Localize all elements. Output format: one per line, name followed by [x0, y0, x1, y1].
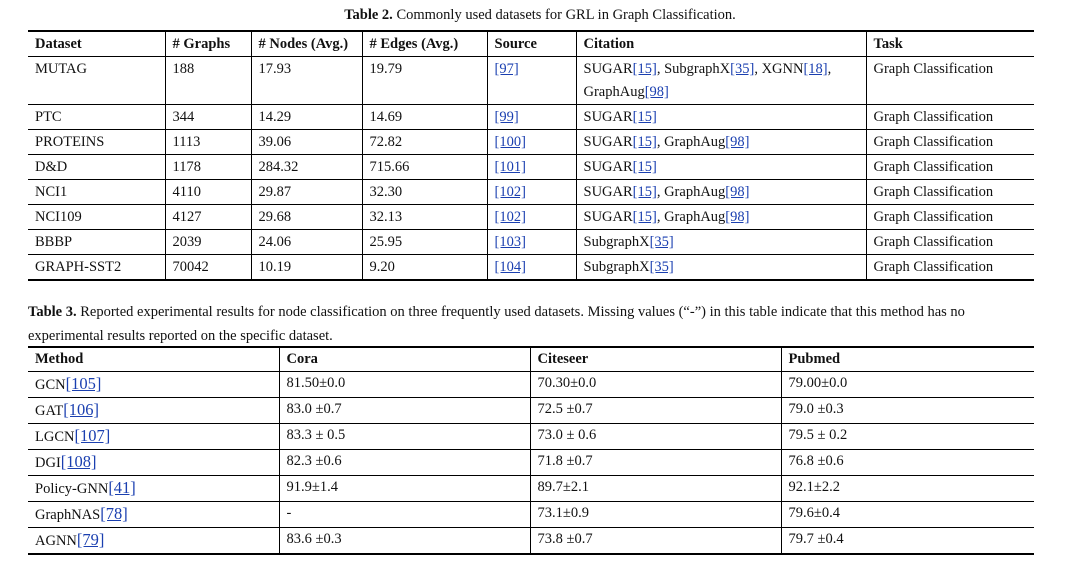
- citation-cell: [576, 155, 866, 180]
- source-ref-link[interactable]: [97]: [494, 61, 519, 77]
- citeseer-cell: 70.30±0.0: [530, 372, 781, 398]
- task-cell: Graph Classification: [866, 230, 1034, 255]
- citation-method: SUGAR: [583, 134, 633, 150]
- table2-header-dataset: Dataset: [28, 31, 165, 57]
- dataset-cell: NCI109: [28, 205, 165, 230]
- citation-method: SubgraphX: [664, 61, 731, 77]
- citation-method: SUGAR: [583, 184, 633, 200]
- source-ref-link[interactable]: [103]: [494, 234, 526, 250]
- dataset-cell: NCI1: [28, 180, 165, 205]
- source-cell: [487, 180, 576, 205]
- citeseer-cell: 71.8 ±0.7: [530, 450, 781, 476]
- task-cell: Graph Classification: [866, 205, 1034, 230]
- citation-ref-link[interactable]: [15]: [632, 209, 657, 225]
- edges-cell: 32.30: [362, 180, 487, 205]
- edges-cell: 715.66: [362, 155, 487, 180]
- table-row: [28, 155, 1034, 180]
- table-row: [28, 424, 1034, 450]
- citeseer-cell: 73.0 ± 0.6: [530, 424, 781, 450]
- source-cell: [487, 230, 576, 255]
- table-row: [28, 476, 1034, 502]
- table3-caption-label: Table 3.: [28, 304, 77, 320]
- citation-ref-link[interactable]: [35]: [649, 259, 674, 275]
- method-name: LGCN: [35, 429, 75, 445]
- citeseer-cell: 89.7±2.1: [530, 476, 781, 502]
- citation-ref-link[interactable]: [15]: [632, 159, 657, 175]
- dataset-cell: MUTAG: [35, 61, 88, 77]
- dataset-cell: PTC: [28, 105, 165, 130]
- source-cell: [487, 155, 576, 180]
- table2-caption-text: Commonly used datasets for GRL in Graph Classification.: [392, 7, 736, 23]
- method-ref-link[interactable]: [108]: [60, 452, 97, 471]
- citation-cell: SUGAR[15], GraphAug[98]: [576, 205, 866, 230]
- citation-ref-link[interactable]: [98]: [725, 209, 750, 225]
- method-cell: [28, 424, 279, 450]
- graphs-cell: 344: [165, 105, 251, 130]
- citation-ref-link[interactable]: [98]: [644, 84, 669, 100]
- source-ref-link[interactable]: [99]: [494, 109, 519, 125]
- source-ref-link[interactable]: [104]: [494, 259, 526, 275]
- citation-method: SUGAR: [583, 209, 633, 225]
- table3-header-method: Method: [28, 347, 279, 372]
- citation-cell: [576, 105, 866, 130]
- citation-ref-link[interactable]: [15]: [632, 134, 657, 150]
- method-cell: [28, 398, 279, 424]
- method-name: GCN: [35, 377, 66, 393]
- citation-method: XGNN: [761, 61, 804, 77]
- table-row: [28, 180, 1034, 205]
- table-row: [28, 502, 1034, 528]
- nodes-cell: 39.06: [251, 130, 362, 155]
- table-row: [28, 450, 1034, 476]
- graphs-cell: 2039: [165, 230, 251, 255]
- edges-cell: 32.13: [362, 205, 487, 230]
- table3-header-row: [28, 347, 1034, 372]
- table2-caption-label: Table 2.: [344, 7, 393, 23]
- citeseer-cell: 73.8 ±0.7: [530, 528, 781, 555]
- source-ref-link[interactable]: [102]: [494, 184, 526, 200]
- citation-method: GraphAug: [664, 209, 726, 225]
- table2-header-task: Task: [866, 31, 1034, 57]
- nodes-cell: 284.32: [251, 155, 362, 180]
- edges-cell: 14.69: [362, 105, 487, 130]
- table3-header-citeseer: Citeseer: [530, 347, 781, 372]
- task-cell: Graph Classification: [866, 57, 1034, 105]
- table-row: [28, 528, 1034, 555]
- citation-cell: SUGAR[15], GraphAug[98]: [576, 180, 866, 205]
- task-cell: Graph Classification: [866, 255, 1034, 281]
- task-cell: Graph Classification: [866, 130, 1034, 155]
- table-row: [28, 57, 1034, 105]
- citation-method: GraphAug: [664, 184, 726, 200]
- citation-method: GraphAug: [664, 134, 726, 150]
- citation-ref-link[interactable]: [98]: [725, 134, 750, 150]
- citation-method: GraphAug: [583, 84, 645, 100]
- cora-cell: 83.0 ±0.7: [279, 398, 530, 424]
- pubmed-cell: 79.0 ±0.3: [781, 398, 1034, 424]
- citeseer-cell: 73.1±0.9: [530, 502, 781, 528]
- method-cell: [28, 372, 279, 398]
- table-row: [28, 230, 1034, 255]
- citation-ref-link[interactable]: [15]: [632, 61, 657, 77]
- pubmed-cell: 76.8 ±0.6: [781, 450, 1034, 476]
- source-ref-link[interactable]: [102]: [494, 209, 526, 225]
- pubmed-cell: 79.00±0.0: [781, 372, 1034, 398]
- citation-cell: SUGAR[15], GraphAug[98]: [576, 130, 866, 155]
- method-cell: [28, 502, 279, 528]
- table2-header-nodes: # Nodes (Avg.): [251, 31, 362, 57]
- method-cell: [28, 476, 279, 502]
- cora-cell: -: [279, 502, 530, 528]
- pubmed-cell: 79.7 ±0.4: [781, 528, 1034, 555]
- method-ref-link[interactable]: [105]: [65, 374, 102, 393]
- cora-cell: 82.3 ±0.6: [279, 450, 530, 476]
- citation-ref-link[interactable]: [35]: [730, 61, 755, 77]
- nodes-cell: 10.19: [251, 255, 362, 281]
- table2-header-citation: Citation: [576, 31, 866, 57]
- cora-cell: 81.50±0.0: [279, 372, 530, 398]
- citation-method: SUGAR: [583, 109, 633, 125]
- citation-method: SubgraphX: [583, 259, 650, 275]
- table2-header-row: [28, 31, 1034, 57]
- dataset-cell: BBBP: [28, 230, 165, 255]
- nodes-cell: 24.06: [251, 230, 362, 255]
- method-name: GraphNAS: [35, 507, 101, 523]
- table2-header-graphs: # Graphs: [165, 31, 251, 57]
- table2-header-edges: # Edges (Avg.): [362, 31, 487, 57]
- edges-cell: 72.82: [362, 130, 487, 155]
- edges-cell: 19.79: [362, 57, 487, 105]
- nodes-cell: 29.87: [251, 180, 362, 205]
- table3-caption-text: Reported experimental results for node classification on three frequently used datasets. Missing values (“-”) in this table indicate that this method has no experimental results reported on the specific dataset.: [28, 304, 965, 344]
- pubmed-cell: 79.5 ± 0.2: [781, 424, 1034, 450]
- citation-ref-link[interactable]: [15]: [632, 109, 657, 125]
- source-cell: [487, 57, 576, 105]
- citation-method: SUGAR: [583, 159, 633, 175]
- cora-cell: 83.3 ± 0.5: [279, 424, 530, 450]
- results-table: [28, 346, 1034, 555]
- edges-cell: 25.95: [362, 230, 487, 255]
- pubmed-cell: 79.6±0.4: [781, 502, 1034, 528]
- table-row: [28, 398, 1034, 424]
- graphs-cell: 70042: [165, 255, 251, 281]
- method-cell: [28, 450, 279, 476]
- citation-cell: SUGAR[15], SubgraphX[35], XGNN[18], GraphAug[98]: [576, 57, 866, 105]
- method-cell: [28, 528, 279, 555]
- table-row: [28, 205, 1034, 230]
- nodes-cell: 14.29: [251, 105, 362, 130]
- cora-cell: 91.9±1.4: [279, 476, 530, 502]
- method-ref-link[interactable]: [78]: [100, 504, 128, 523]
- dataset-cell: PROTEINS: [28, 130, 165, 155]
- method-name: DGI: [35, 455, 61, 471]
- citation-ref-link[interactable]: [15]: [632, 184, 657, 200]
- nodes-cell: 29.68: [251, 205, 362, 230]
- nodes-cell: 17.93: [251, 57, 362, 105]
- datasets-table: [28, 30, 1034, 281]
- method-ref-link[interactable]: [106]: [63, 400, 99, 419]
- task-cell: Graph Classification: [866, 180, 1034, 205]
- citeseer-cell: 72.5 ±0.7: [530, 398, 781, 424]
- task-cell: Graph Classification: [866, 105, 1034, 130]
- citation-cell: [576, 255, 866, 281]
- method-name: Policy-GNN: [35, 481, 109, 497]
- table-row: [28, 130, 1034, 155]
- dataset-cell: D&D: [28, 155, 165, 180]
- method-ref-link[interactable]: [107]: [74, 426, 111, 445]
- method-ref-link[interactable]: [79]: [76, 530, 105, 549]
- graphs-cell: 4127: [165, 205, 251, 230]
- source-ref-link[interactable]: [101]: [494, 159, 526, 175]
- method-name: GAT: [35, 403, 64, 419]
- method-ref-link[interactable]: [41]: [108, 478, 136, 497]
- citation-cell: [576, 230, 866, 255]
- source-cell: [487, 105, 576, 130]
- source-cell: [487, 130, 576, 155]
- task-cell: Graph Classification: [866, 155, 1034, 180]
- table-row: [28, 105, 1034, 130]
- table3-header-cora: Cora: [279, 347, 530, 372]
- source-ref-link[interactable]: [100]: [494, 134, 526, 150]
- table2-caption: [0, 7, 1080, 24]
- citation-ref-link[interactable]: [18]: [803, 61, 828, 77]
- source-cell: [487, 205, 576, 230]
- graphs-cell: 1178: [165, 155, 251, 180]
- source-cell: [487, 255, 576, 281]
- method-name: AGNN: [35, 533, 77, 549]
- citation-method: SubgraphX: [583, 234, 650, 250]
- citation-ref-link[interactable]: [98]: [725, 184, 750, 200]
- table-row: [28, 255, 1034, 281]
- table-row: [28, 372, 1034, 398]
- edges-cell: 9.20: [362, 255, 487, 281]
- cora-cell: 83.6 ±0.3: [279, 528, 530, 555]
- graphs-cell: 188: [165, 57, 251, 105]
- dataset-cell: GRAPH-SST2: [28, 255, 165, 281]
- pubmed-cell: 92.1±2.2: [781, 476, 1034, 502]
- citation-method: SUGAR: [583, 61, 633, 77]
- citation-ref-link[interactable]: [35]: [649, 234, 674, 250]
- graphs-cell: 1113: [165, 130, 251, 155]
- table3-header-pubmed: Pubmed: [781, 347, 1034, 372]
- table2-header-source: Source: [487, 31, 576, 57]
- table3-caption: [28, 300, 1038, 348]
- graphs-cell: 4110: [165, 180, 251, 205]
